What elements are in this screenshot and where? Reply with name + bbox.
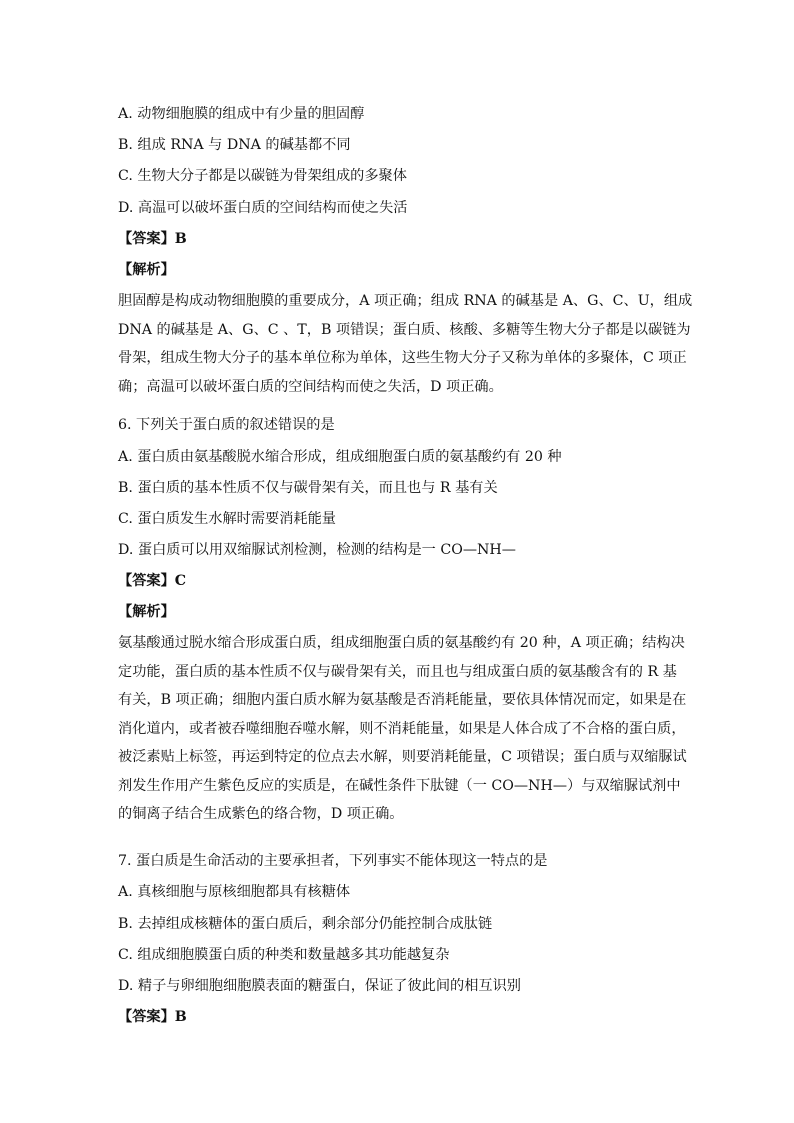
- q5-analysis-line: 骨架，组成生物大分子的基本单位称为单体，这些生物大分子又称为单体的多聚体，C 项正: [118, 350, 687, 366]
- q5-option-d: D. 高温可以破坏蛋白质的空间结构而使之失活: [118, 200, 408, 216]
- q7-stem: 7. 蛋白质是生命活动的主要承担者，下列事实不能体现这一特点的是: [118, 853, 548, 869]
- q6-analysis-title: 【解析】: [118, 604, 175, 620]
- q6-analysis-line: 定功能，蛋白质的基本性质不仅与碳骨架有关，而且也与组成蛋白质的氨基酸含有的 R 基: [118, 663, 677, 680]
- q5-analysis-line: DNA 的碱基是 A、G、C 、T，B 项错误；蛋白质、核酸、多糖等生物大分子都是以碳链为: [118, 321, 691, 338]
- q5-option-b: B. 组成 RNA 与 DNA 的碱基都不同: [118, 137, 351, 153]
- q5-analysis: [118, 287, 693, 401]
- q6-stem: 6. 下列关于蛋白质的叙述错误的是: [118, 417, 335, 433]
- q6-analysis-line: 消化道内，或者被吞噬细胞吞噬水解，则不消耗能量，如果是人体合成了不合格的蛋白质，: [118, 720, 686, 737]
- q6-analysis-line: 被泛素贴上标签，再运到特定的位点去水解，则要消耗能量，C 项错误；蛋白质与双缩脲试: [118, 749, 687, 765]
- q5-option-c: C. 生物大分子都是以碳链为骨架组成的多聚体: [118, 168, 407, 184]
- q6-option-b: B. 蛋白质的基本性质不仅与碳骨架有关，而且也与 R 基有关: [118, 480, 498, 496]
- q5-analysis-title: 【解析】: [118, 262, 175, 278]
- q6-analysis-line: 的铜离子结合生成紫色的络合物，D 项正确。: [118, 806, 404, 822]
- q6-analysis-line: 有关，B 项正确；细胞内蛋白质水解为氨基酸是否消耗能量，要依具体情况而定，如果是在: [118, 692, 687, 708]
- q5-option-a: A. 动物细胞膜的组成中有少量的胆固醇: [118, 106, 365, 122]
- q5-answer: 【答案】B: [118, 231, 187, 247]
- q7-option-b: B. 去掉组成核糖体的蛋白质后，剩余部分仍能控制合成肽链: [118, 916, 493, 932]
- q6-analysis-line: 剂发生作用产生紫色反应的实质是，在碱性条件下肽键（一 CO—NH—）与双缩脲试剂中: [118, 777, 681, 794]
- q7-option-d: D. 精子与卵细胞细胞膜表面的糖蛋白，保证了彼此间的相互识别: [118, 978, 521, 994]
- q6-option-a: A. 蛋白质由氨基酸脱水缩合形成，组成细胞蛋白质的氨基酸约有 20 种: [118, 449, 562, 465]
- q6-analysis-line: 氨基酸通过脱水缩合形成蛋白质，组成细胞蛋白质的氨基酸约有 20 种，A 项正确；结构决: [118, 635, 685, 651]
- q5-analysis-line: 胆固醇是构成动物细胞膜的重要成分，A 项正确；组成 RNA 的碱基是 A、G、C、U，组成: [118, 293, 693, 309]
- q7-answer: 【答案】B: [118, 1009, 187, 1025]
- q6-analysis: [118, 629, 687, 829]
- q5-analysis-line: 确；高温可以破坏蛋白质的空间结构而使之失活，D 项正确。: [118, 378, 503, 395]
- q6-answer: 【答案】C: [118, 573, 187, 589]
- q7-option-c: C. 组成细胞膜蛋白质的种类和数量越多其功能越复杂: [118, 947, 450, 963]
- q6-option-d: D. 蛋白质可以用双缩脲试剂检测，检测的结构是一 CO—NH—: [118, 542, 516, 558]
- q7-option-a: A. 真核细胞与原核细胞都具有核糖体: [118, 884, 351, 900]
- q6-option-c: C. 蛋白质发生水解时需要消耗能量: [118, 511, 336, 527]
